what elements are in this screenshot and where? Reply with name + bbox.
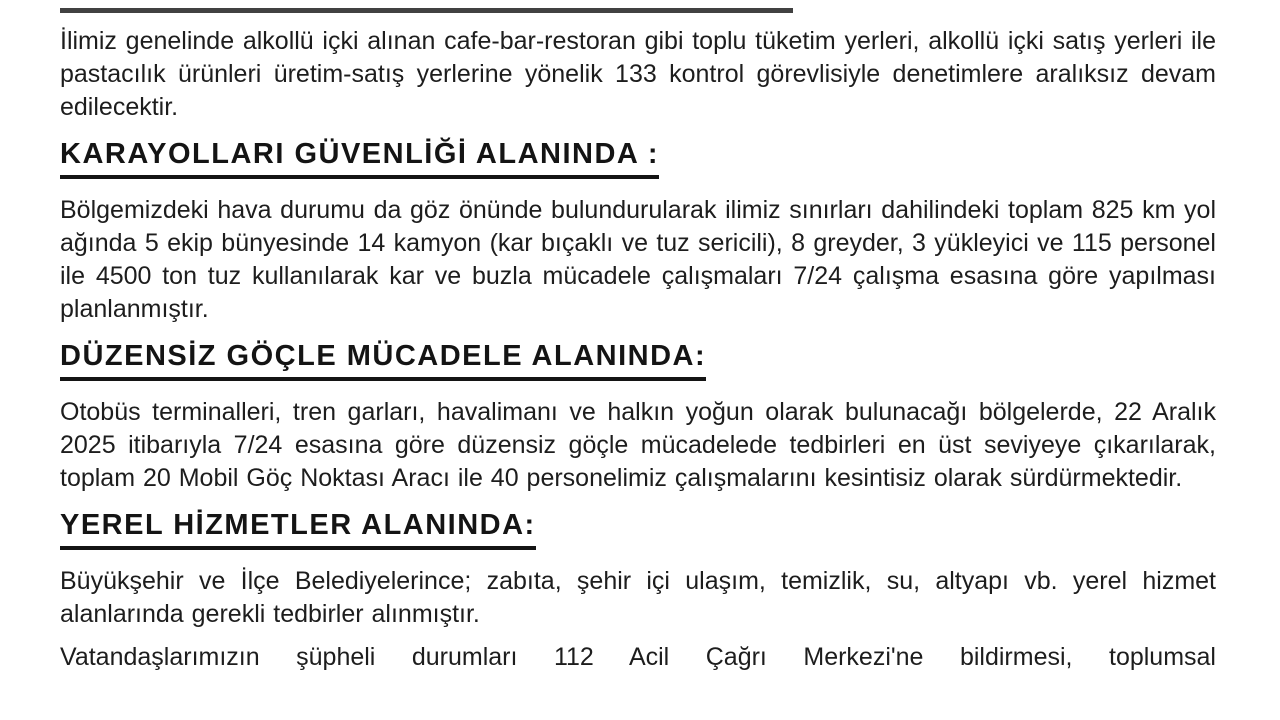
heading-irregular-migration — [60, 340, 1216, 381]
heading-highway-safety-text: KARAYOLLARI GÜVENLİĞİ ALANINDA : — [60, 138, 659, 179]
heading-irregular-migration-text: DÜZENSİZ GÖÇLE MÜCADELE ALANINDA: — [60, 340, 706, 381]
heading-local-services — [60, 509, 1216, 550]
paragraph-alcohol-inspections: İlimiz genelinde alkollü içki alınan cafe-bar-restoran gibi toplu tüketim yerleri, alkollü içki satış yerleri ile pastacılık ürünleri üretim-satış yerlerine yönelik 133 kontrol görevlisiyle denetimlere aralıksız devam edilecektir. — [60, 27, 1216, 121]
truncated-heading-underline — [60, 8, 793, 13]
paragraph-migration-measures: Otobüs terminalleri, tren garları, havalimanı ve halkın yoğun olarak bulunacağı bölgelerde, 22 Aralık 2025 itibarıyla 7/24 esasına göre düzensiz göçle mücadelede tedbirleri en üst seviyeye çıkarılarak, toplam 20 Mobil Göç Noktası Aracı ile 40 personelimiz çalışmalarını kesintisiz olarak sürdürmektedir. — [60, 398, 1216, 492]
heading-highway-safety — [60, 138, 1216, 179]
paragraph-municipal-measures: Büyükşehir ve İlçe Belediyelerince; zabıta, şehir içi ulaşım, temizlik, su, altyapı vb. yerel hizmet alanlarında gerekli tedbirler alınmıştır. — [60, 567, 1216, 628]
paragraph-snow-operations: Bölgemizdeki hava durumu da göz önünde bulundurularak ilimiz sınırları dahilindeki toplam 825 km yol ağında 5 ekip bünyesinde 14 kamyon (kar bıçaklı ve tuz sericili), 8 greyder, 3 yükleyici ve 115 personel ile 4500 ton tuz kullanılarak kar ve buzla mücadele çalışmaları 7/24 çalışma esasına göre yapılması planlanmıştır. — [60, 196, 1216, 323]
paragraph-emergency-call-truncated: Vatandaşlarımızın şüpheli durumları 112 Acil Çağrı Merkezi'ne bildirmesi, toplumsal — [60, 643, 1216, 671]
heading-local-services-text: YEREL HİZMETLER ALANINDA: — [60, 509, 536, 550]
